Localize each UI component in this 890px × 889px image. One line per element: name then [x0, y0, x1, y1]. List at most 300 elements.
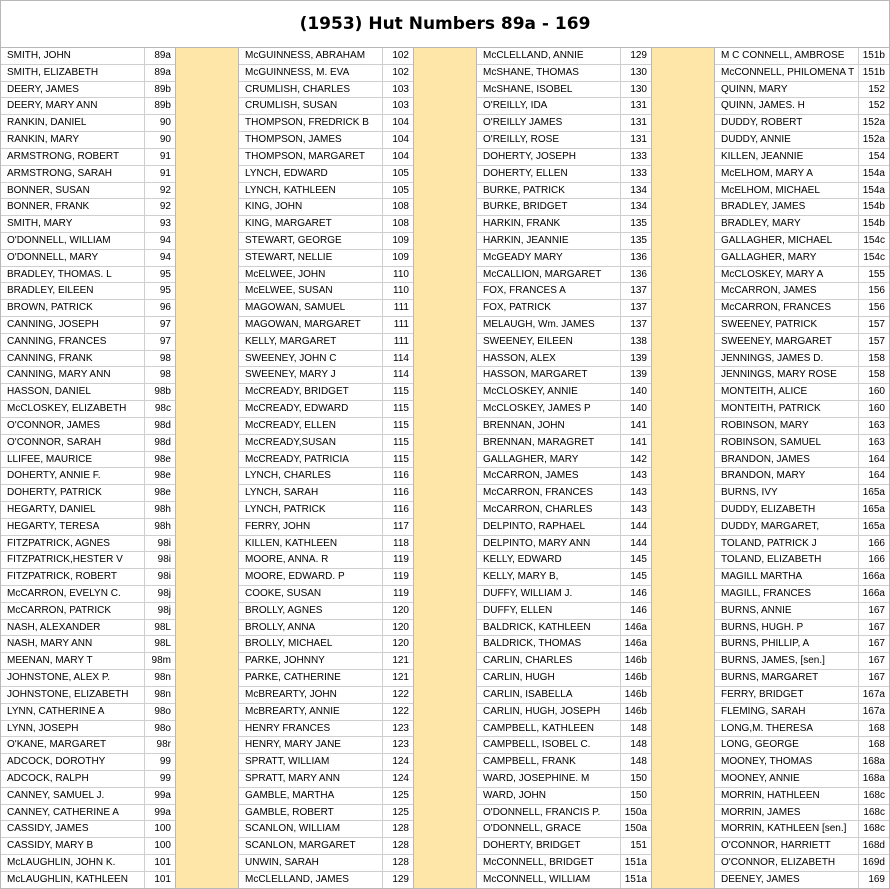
hut-number: 135: [630, 234, 647, 246]
hut-number: 166a: [862, 588, 885, 599]
resident-name: McCREADY,SUSAN: [239, 435, 383, 451]
register-row: [1, 620, 175, 637]
register-row: [239, 855, 413, 872]
register-row: [715, 250, 889, 267]
hut-number: 164: [868, 453, 885, 465]
hut-number: 98h: [154, 503, 171, 515]
resident-name: McELHOM, MARY A: [715, 166, 859, 182]
hut-number: 104: [392, 117, 409, 129]
resident-name: McCLOSKEY, MARY A: [715, 267, 859, 283]
register-row: [1, 267, 175, 284]
register-row: [715, 367, 889, 384]
hut-number: 95: [159, 285, 171, 297]
register-row: [477, 788, 651, 805]
hut-number: 154a: [862, 184, 885, 196]
hut-number: 168c: [863, 806, 885, 818]
register-row: [1, 183, 175, 200]
register-row: [477, 216, 651, 233]
hut-number: 167: [868, 621, 885, 633]
hut-number: 165a: [862, 503, 885, 515]
resident-name: SCANLON, WILLIAM: [239, 821, 383, 837]
hut-number: 98b: [154, 386, 171, 398]
hut-number: 167: [868, 655, 885, 667]
column-divider: [413, 48, 477, 889]
register-row: [1, 435, 175, 452]
hut-number: 130: [630, 66, 647, 78]
hut-number: 146: [630, 588, 647, 599]
hut-number: 99a: [154, 789, 171, 801]
register-row: [1, 334, 175, 351]
hut-number: 91: [159, 150, 171, 162]
resident-name: HASSON, DANIEL: [1, 384, 145, 400]
hut-number: 136: [630, 251, 647, 263]
register-row: [1, 216, 175, 233]
register-row: [715, 166, 889, 183]
resident-name: CARLIN, HUGH, JOSEPH: [477, 704, 621, 720]
hut-number: 98: [159, 352, 171, 364]
hut-number: 154b: [862, 218, 885, 230]
hut-number: 158: [868, 369, 885, 381]
hut-number: 90: [159, 117, 171, 129]
register-row: [715, 737, 889, 754]
hut-number: 109: [392, 234, 409, 246]
hut-number: 146b: [624, 688, 647, 700]
register-row: [1, 384, 175, 401]
column-divider: [175, 48, 239, 889]
resident-name: McCLELLAND, ANNIE: [477, 48, 621, 64]
register-row: [1, 569, 175, 586]
hut-number: 111: [393, 319, 409, 330]
hut-number: 98e: [154, 470, 171, 482]
hut-number: 97: [159, 335, 171, 347]
resident-name: LONG, GEORGE: [715, 737, 859, 753]
hut-number: 99: [159, 756, 171, 768]
hut-number: 108: [392, 201, 409, 213]
resident-name: DEERY, MARY ANN: [1, 98, 145, 114]
register-row: [477, 317, 651, 334]
resident-name: DOHERTY, JOSEPH: [477, 149, 621, 165]
register-row: [715, 569, 889, 586]
resident-name: HEGARTY, TERESA: [1, 519, 145, 535]
hut-number: 167a: [862, 688, 885, 700]
hut-number: 146a: [624, 638, 647, 650]
register-row: [477, 805, 651, 822]
resident-name: O'CONNOR, JAMES: [1, 418, 145, 434]
resident-name: FOX, FRANCES A: [477, 283, 621, 299]
register-row: [477, 485, 651, 502]
resident-name: LYNCH, PATRICK: [239, 502, 383, 518]
register-row: [715, 132, 889, 149]
resident-name: QUINN, MARY: [715, 82, 859, 98]
register-row: [239, 216, 413, 233]
resident-name: GALLAGHER, MICHAEL: [715, 233, 859, 249]
register-row: [715, 805, 889, 822]
resident-name: M C CONNELL, AMBROSE: [715, 48, 859, 64]
resident-name: JOHNSTONE, ELIZABETH: [1, 687, 145, 703]
register-row: [239, 418, 413, 435]
resident-name: MAGILL MARTHA: [715, 569, 859, 585]
resident-name: RANKIN, MARY: [1, 132, 145, 148]
resident-name: NASH, MARY ANN: [1, 636, 145, 652]
hut-number: 156: [868, 285, 885, 297]
hut-number: 94: [159, 234, 171, 246]
hut-number: 157: [868, 319, 885, 330]
resident-name: BRANDON, JAMES: [715, 452, 859, 468]
resident-name: McCREADY, EDWARD: [239, 401, 383, 417]
resident-name: BROLLY, ANNA: [239, 620, 383, 636]
register-row: [239, 821, 413, 838]
hut-number: 101: [154, 857, 171, 868]
register-row: [239, 334, 413, 351]
resident-name: DUDDY, ROBERT: [715, 115, 859, 131]
register-row: [715, 283, 889, 300]
resident-name: FOX, PATRICK: [477, 300, 621, 316]
hut-number: 98n: [154, 688, 171, 700]
hut-number: 116: [393, 487, 409, 499]
resident-name: BRADLEY, THOMAS. L: [1, 267, 145, 283]
resident-name: CANNING, FRANK: [1, 351, 145, 367]
column-divider: [651, 48, 715, 889]
register-row: [715, 98, 889, 115]
hut-number: 101: [154, 873, 171, 885]
resident-name: STEWART, NELLIE: [239, 250, 383, 266]
resident-name: McCLOSKEY, ANNIE: [477, 384, 621, 400]
hut-number: 98o: [154, 722, 171, 734]
resident-name: CASSIDY, MARY B: [1, 838, 145, 854]
resident-name: BRANDON, MARY: [715, 468, 859, 484]
register-row: [477, 115, 651, 132]
resident-name: WARD, JOSEPHINE. M: [477, 771, 621, 787]
resident-name: KELLY, MARGARET: [239, 334, 383, 350]
register-row: [715, 267, 889, 284]
resident-name: TOLAND, PATRICK J: [715, 536, 859, 552]
resident-name: McCARRON, PATRICK: [1, 603, 145, 619]
resident-name: O'REILLY JAMES: [477, 115, 621, 131]
register-row: [715, 855, 889, 872]
register-row: [239, 199, 413, 216]
hut-number: 146a: [624, 621, 647, 633]
hut-number: 125: [392, 806, 409, 818]
hut-number: 92: [159, 184, 171, 196]
resident-name: BALDRICK, KATHLEEN: [477, 620, 621, 636]
hut-number: 131: [630, 117, 647, 129]
hut-number: 123: [392, 722, 409, 734]
register-row: [239, 48, 413, 65]
hut-number: 154: [868, 150, 885, 162]
register-row: [1, 149, 175, 166]
resident-name: FLEMING, SARAH: [715, 704, 859, 720]
resident-name: KELLY, EDWARD: [477, 552, 621, 568]
hut-number: 89a: [154, 50, 171, 61]
register-row: [1, 82, 175, 99]
register-row: [477, 48, 651, 65]
register-column-1: [1, 48, 175, 889]
register-row: [715, 115, 889, 132]
register-row: [239, 754, 413, 771]
register-row: [1, 367, 175, 384]
register-row: [239, 300, 413, 317]
register-row: [1, 737, 175, 754]
register-row: [239, 670, 413, 687]
register-row: [715, 754, 889, 771]
resident-name: ARMSTRONG, SARAH: [1, 166, 145, 182]
register-row: [715, 418, 889, 435]
register-row: [715, 351, 889, 368]
hut-number: 152a: [862, 117, 885, 129]
resident-name: MOONEY, THOMAS: [715, 754, 859, 770]
hut-register-grid: [1, 48, 889, 889]
register-row: [1, 48, 175, 65]
resident-name: FITZPATRICK,HESTER V: [1, 552, 145, 568]
hut-number: 125: [392, 789, 409, 801]
resident-name: SPRATT, MARY ANN: [239, 771, 383, 787]
resident-name: O'KANE, MARGARET: [1, 737, 145, 753]
register-column-2: [239, 48, 413, 889]
register-row: [1, 115, 175, 132]
resident-name: McCARRON, CHARLES: [477, 502, 621, 518]
register-row: [477, 384, 651, 401]
resident-name: CRUMLISH, SUSAN: [239, 98, 383, 114]
hut-number: 98r: [156, 739, 171, 751]
resident-name: QUINN, JAMES. H: [715, 98, 859, 114]
resident-name: DELPINTO, RAPHAEL: [477, 519, 621, 535]
hut-number: 104: [392, 150, 409, 162]
resident-name: CAMPBELL, FRANK: [477, 754, 621, 770]
resident-name: WARD, JOHN: [477, 788, 621, 804]
resident-name: McBREARTY, JOHN: [239, 687, 383, 703]
register-row: [715, 216, 889, 233]
hut-number: 157: [868, 335, 885, 347]
hut-number: 103: [392, 83, 409, 95]
resident-name: McCARRON, JAMES: [715, 283, 859, 299]
register-row: [1, 754, 175, 771]
register-row: [715, 821, 889, 838]
resident-name: CARLIN, CHARLES: [477, 653, 621, 669]
register-row: [1, 821, 175, 838]
resident-name: DEENEY, JAMES: [715, 872, 859, 889]
hut-number: 168: [868, 739, 885, 751]
hut-number: 154c: [863, 234, 885, 246]
register-row: [1, 199, 175, 216]
resident-name: GAMBLE, MARTHA: [239, 788, 383, 804]
resident-name: McSHANE, ISOBEL: [477, 82, 621, 98]
resident-name: COOKE, SUSAN: [239, 586, 383, 602]
register-row: [715, 603, 889, 620]
hut-number: 152: [868, 83, 885, 95]
hut-number: 89b: [154, 100, 171, 112]
hut-number: 111: [393, 302, 409, 314]
register-row: [477, 704, 651, 721]
hut-number: 114: [393, 352, 409, 364]
resident-name: THOMPSON, MARGARET: [239, 149, 383, 165]
register-row: [239, 384, 413, 401]
register-row: [715, 452, 889, 469]
hut-number: 145: [630, 571, 647, 583]
register-row: [1, 98, 175, 115]
resident-name: UNWIN, SARAH: [239, 855, 383, 871]
hut-number: 98i: [157, 571, 171, 583]
register-row: [1, 300, 175, 317]
resident-name: BRENNAN, MARAGRET: [477, 435, 621, 451]
hut-number: 131: [630, 134, 647, 146]
register-row: [477, 687, 651, 704]
register-row: [239, 183, 413, 200]
resident-name: THOMPSON, FREDRICK B: [239, 115, 383, 131]
register-row: [715, 485, 889, 502]
register-row: [477, 636, 651, 653]
hut-number: 151b: [862, 66, 885, 78]
page-title: (1953) Hut Numbers 89a - 169: [1, 1, 889, 48]
resident-name: MAGOWAN, SAMUEL: [239, 300, 383, 316]
resident-name: O'CONNOR, SARAH: [1, 435, 145, 451]
hut-number: 98c: [154, 403, 171, 415]
resident-name: McCREADY, PATRICIA: [239, 452, 383, 468]
hut-number: 131: [630, 100, 647, 112]
resident-name: ROBINSON, MARY: [715, 418, 859, 434]
register-row: [477, 620, 651, 637]
hut-number: 110: [393, 268, 409, 280]
resident-name: MAGOWAN, MARGARET: [239, 317, 383, 333]
register-row: [1, 788, 175, 805]
resident-name: DUDDY, ANNIE: [715, 132, 859, 148]
register-row: [239, 468, 413, 485]
resident-name: HENRY FRANCES: [239, 721, 383, 737]
resident-name: BROWN, PATRICK: [1, 300, 145, 316]
resident-name: MELAUGH, Wm. JAMES: [477, 317, 621, 333]
resident-name: SPRATT, WILLIAM: [239, 754, 383, 770]
register-row: [477, 536, 651, 553]
register-row: [477, 351, 651, 368]
hut-number: 167: [868, 638, 885, 650]
resident-name: SMITH, MARY: [1, 216, 145, 232]
register-row: [1, 636, 175, 653]
hut-number: 98m: [151, 655, 171, 667]
register-row: [715, 653, 889, 670]
resident-name: DUFFY, WILLIAM J.: [477, 586, 621, 602]
resident-name: MOONEY, ANNIE: [715, 771, 859, 787]
register-row: [477, 855, 651, 872]
register-row: [715, 435, 889, 452]
hut-number: 120: [392, 604, 409, 616]
resident-name: BURNS, MARGARET: [715, 670, 859, 686]
resident-name: McCARRON, JAMES: [477, 468, 621, 484]
resident-name: MAGILL, FRANCES: [715, 586, 859, 602]
hut-number: 151a: [624, 857, 647, 868]
hut-number: 98j: [157, 604, 171, 616]
register-row: [239, 721, 413, 738]
hut-number: 122: [392, 705, 409, 717]
resident-name: SWEENEY, MARGARET: [715, 334, 859, 350]
resident-name: BRADLEY, JAMES: [715, 199, 859, 215]
register-row: [239, 98, 413, 115]
resident-name: FERRY, JOHN: [239, 519, 383, 535]
register-row: [239, 788, 413, 805]
resident-name: McELHOM, MICHAEL: [715, 183, 859, 199]
register-row: [1, 502, 175, 519]
resident-name: NASH, ALEXANDER: [1, 620, 145, 636]
register-row: [1, 872, 175, 889]
hut-number: 135: [630, 218, 647, 230]
register-row: [239, 586, 413, 603]
resident-name: BONNER, FRANK: [1, 199, 145, 215]
hut-number: 100: [154, 823, 171, 835]
hut-number: 154c: [863, 251, 885, 263]
resident-name: HASSON, ALEX: [477, 351, 621, 367]
register-row: [715, 317, 889, 334]
resident-name: McELWEE, JOHN: [239, 267, 383, 283]
register-row: [715, 149, 889, 166]
hut-number: 164: [868, 470, 885, 482]
hut-number: 98L: [154, 638, 171, 650]
hut-number: 91: [159, 167, 171, 179]
register-row: [239, 283, 413, 300]
register-row: [715, 233, 889, 250]
register-row: [239, 82, 413, 99]
register-row: [477, 721, 651, 738]
hut-number: 117: [393, 520, 409, 532]
hut-number: 151a: [624, 873, 647, 885]
register-row: [1, 670, 175, 687]
hut-number: 168a: [862, 756, 885, 768]
register-row: [477, 199, 651, 216]
hut-number: 115: [393, 453, 409, 465]
resident-name: ADCOCK, DOROTHY: [1, 754, 145, 770]
resident-name: DOHERTY, BRIDGET: [477, 838, 621, 854]
register-row: [239, 737, 413, 754]
register-row: [715, 82, 889, 99]
register-row: [477, 183, 651, 200]
resident-name: DOHERTY, ANNIE F.: [1, 468, 145, 484]
hut-number: 119: [393, 554, 409, 566]
register-row: [477, 250, 651, 267]
register-row: [239, 233, 413, 250]
register-row: [477, 552, 651, 569]
hut-number: 98o: [154, 705, 171, 717]
register-row: [477, 435, 651, 452]
hut-number: 148: [630, 722, 647, 734]
resident-name: JENNINGS, JAMES D.: [715, 351, 859, 367]
register-row: [239, 401, 413, 418]
register-row: [239, 115, 413, 132]
resident-name: DUFFY, ELLEN: [477, 603, 621, 619]
register-row: [1, 687, 175, 704]
resident-name: SWEENEY, JOHN C: [239, 351, 383, 367]
resident-name: McBREARTY, ANNIE: [239, 704, 383, 720]
register-row: [715, 519, 889, 536]
register-row: [477, 367, 651, 384]
register-row: [477, 821, 651, 838]
register-row: [1, 855, 175, 872]
hut-number: 98d: [154, 436, 171, 448]
hut-number: 166: [868, 554, 885, 566]
resident-name: HARKIN, FRANK: [477, 216, 621, 232]
resident-name: McGUINNESS, M. EVA: [239, 65, 383, 81]
resident-name: O'DONNELL, WILLIAM: [1, 233, 145, 249]
hut-number: 146b: [624, 655, 647, 667]
register-row: [715, 65, 889, 82]
register-row: [477, 334, 651, 351]
resident-name: McCONNELL, BRIDGET: [477, 855, 621, 871]
resident-name: MORRIN, KATHLEEN [sen.]: [715, 821, 859, 837]
register-row: [715, 704, 889, 721]
hut-number: 98i: [157, 554, 171, 566]
register-row: [1, 704, 175, 721]
resident-name: DUDDY, MARGARET,: [715, 519, 859, 535]
resident-name: McCLOSKEY, ELIZABETH: [1, 401, 145, 417]
register-row: [715, 300, 889, 317]
register-row: [1, 401, 175, 418]
resident-name: BURNS, JAMES, [sen.]: [715, 653, 859, 669]
